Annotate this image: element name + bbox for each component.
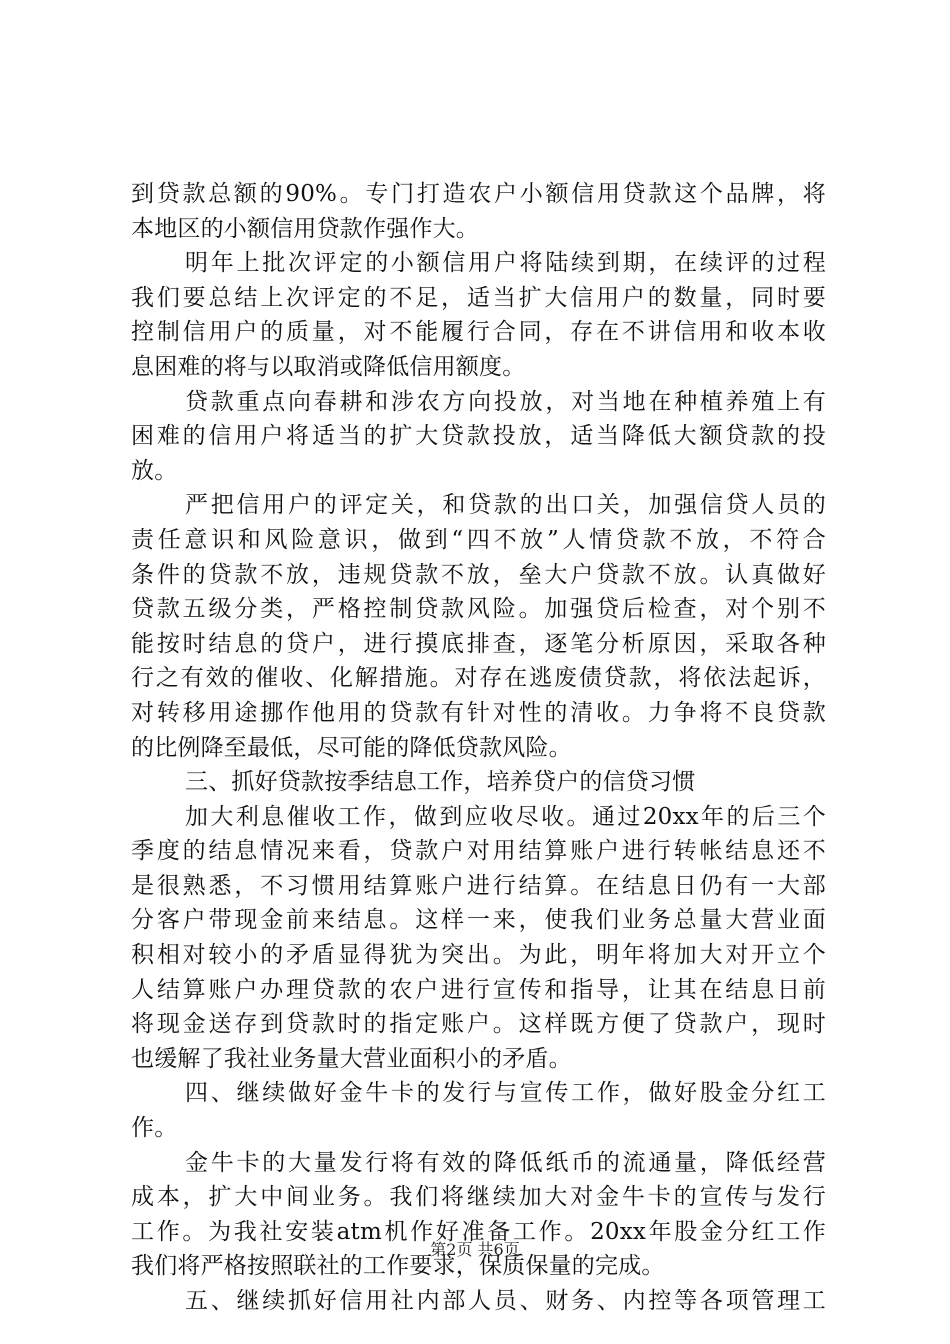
text-line: 我们将严格按照联社的工作要求，保质保量的完成。 (131, 1253, 665, 1280)
text-line: 金牛卡的大量发行将有效的降低纸币的流通量，降低经营 (185, 1149, 826, 1176)
text-line: 对转移用途挪作他用的贷款有针对性的清收。力争将不良贷款 (131, 699, 826, 726)
text-line: 四、继续做好金牛卡的发行与宣传工作，做好股金分红工 (185, 1080, 826, 1107)
text-line: 本地区的小额信用贷款作强作大。 (131, 215, 479, 242)
text-line: 严把信用户的评定关，和贷款的出口关，加强信贷人员的 (185, 492, 826, 519)
text-line: 是很熟悉，不习惯用结算账户进行结算。在结息日仍有一大部 (131, 872, 826, 899)
text-line: 作。 (131, 1115, 178, 1142)
page-footer: 第2页 共6页 (430, 1240, 520, 1259)
text-line: 行之有效的催收、化解措施。对存在逃废债贷款，将依法起诉， (131, 665, 826, 692)
text-line: 人结算账户办理贷款的农户进行宣传和指导，让其在结息日前 (131, 976, 826, 1003)
text-line: 息困难的将与以取消或降低信用额度。 (131, 353, 526, 380)
text-line: 加大利息催收工作，做到应收尽收。通过20xx年的后三个 (185, 803, 826, 830)
text-line: 困难的信用户将适当的扩大贷款投放，适当降低大额贷款的投 (131, 423, 826, 450)
document-body (131, 177, 826, 1319)
text-line: 到贷款总额的90%。专门打造农户小额信用贷款这个品牌，将 (131, 181, 826, 207)
text-line: 控制信用户的质量，对不能履行合同，存在不讲信用和收本收 (131, 319, 826, 346)
text-line: 我们要总结上次评定的不足，适当扩大信用户的数量，同时要 (131, 284, 826, 311)
text-line: 条件的贷款不放，违规贷款不放，垒大户贷款不放。认真做好 (131, 561, 826, 588)
text-line: 工作。为我社安装atm机作好准备工作。20xx年股金分红工作 (131, 1218, 826, 1245)
text-line: 成本，扩大中间业务。我们将继续加大对金牛卡的宣传与发行 (131, 1184, 826, 1211)
text-line: 分客户带现金前来结息。这样一来，使我们业务总量大营业面 (131, 907, 826, 934)
text-line: 贷款重点向春耕和涉农方向投放，对当地在种植养殖上有 (185, 388, 826, 415)
text-line: 贷款五级分类，严格控制贷款风险。加强贷后检查，对个别不 (131, 596, 826, 623)
text-line: 也缓解了我社业务量大营业面积小的矛盾。 (131, 1045, 572, 1072)
text-line: 五、继续抓好信用社内部人员、财务、内控等各项管理工 (185, 1288, 826, 1314)
text-line: 的比例降至最低，尽可能的降低贷款风险。 (131, 734, 572, 761)
text-line: 三、抓好贷款按季结息工作，培养贷户的信贷习惯 (185, 769, 696, 796)
text-line: 明年上批次评定的小额信用户将陆续到期，在续评的过程 (185, 250, 826, 277)
text-line: 责任意识和风险意识，做到“四不放”人情贷款不放，不符合 (131, 526, 826, 553)
text-line: 积相对较小的矛盾显得犹为突出。为此，明年将加大对开立个 (131, 942, 826, 969)
text-line: 将现金送存到贷款时的指定账户。这样既方便了贷款户，现时 (131, 1011, 826, 1038)
text-line: 季度的结息情况来看，贷款户对用结算账户进行转帐结息还不 (131, 838, 826, 865)
text-line: 放。 (131, 457, 178, 484)
text-line: 能按时结息的贷户，进行摸底排查，逐笔分析原因，采取各种 (131, 630, 826, 657)
